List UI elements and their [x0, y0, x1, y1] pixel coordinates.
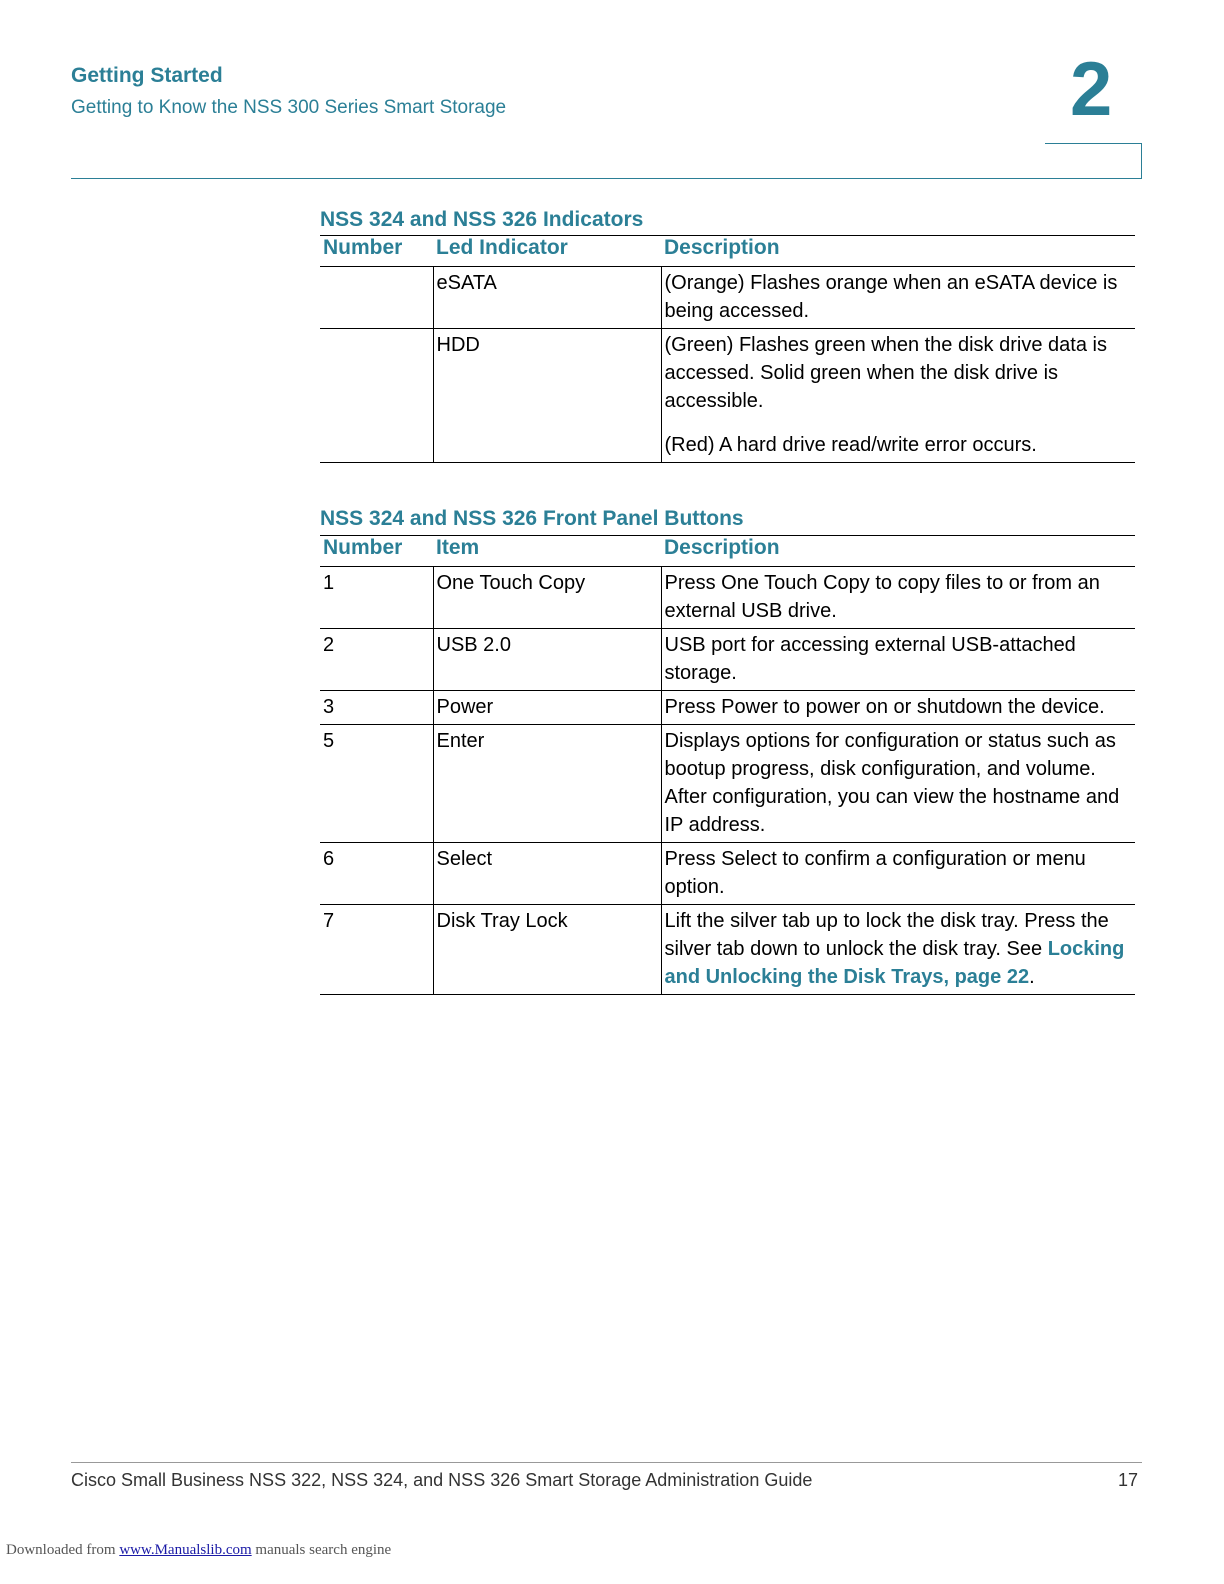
row-number: 6: [320, 843, 433, 905]
footer-divider: [71, 1462, 1142, 1463]
row-item: Disk Tray Lock: [433, 905, 661, 995]
cross-reference-link[interactable]: Locking and Unlocking the Disk Trays, page 22: [664, 938, 1125, 988]
row-number: 5: [320, 725, 433, 843]
buttons-table-title: NSS 324 and NSS 326 Front Panel Buttons: [320, 507, 744, 530]
table-row: [320, 691, 1135, 725]
page-number: 17: [1118, 1470, 1139, 1490]
chapter-tab-box: [1045, 143, 1142, 179]
chapter-title: Getting Started: [71, 64, 223, 87]
footer-guide-title: Cisco Small Business NSS 322, NSS 324, and NSS 326 Smart Storage Administration Guide: [71, 1470, 813, 1490]
table-row: [320, 329, 1135, 463]
manualslib-link[interactable]: www.Manualslib.com: [119, 1542, 252, 1558]
row-description: Press Power to power on or shutdown the device.: [661, 691, 1135, 725]
column-header-number: Number: [320, 536, 433, 567]
column-header-item: Item: [433, 536, 661, 567]
chapter-number: 2: [1070, 47, 1113, 132]
source-line: [6, 1542, 391, 1559]
row-item: HDD: [433, 329, 661, 463]
row-item: Power: [433, 691, 661, 725]
row-description: Press Select to confirm a configuration or menu option.: [661, 843, 1135, 905]
row-description-cell: [661, 329, 1135, 463]
row-number: 2: [320, 629, 433, 691]
row-item: eSATA: [433, 267, 661, 329]
row-number: [320, 267, 433, 329]
indicators-table: [320, 235, 1135, 463]
row-item: Select: [433, 843, 661, 905]
buttons-table: [320, 535, 1135, 995]
indicators-table-title: NSS 324 and NSS 326 Indicators: [320, 208, 644, 231]
column-header-description: Description: [661, 536, 1135, 567]
row-description: Displays options for configuration or status such as bootup progress, disk configuration, and volume. After configuration, you can view the hostname and IP address.: [661, 725, 1135, 843]
row-description-cell: [661, 905, 1135, 995]
row-number: 7: [320, 905, 433, 995]
row-number: 1: [320, 567, 433, 629]
row-item: Enter: [433, 725, 661, 843]
source-prefix: Downloaded from: [6, 1542, 120, 1558]
row-number: [320, 329, 433, 463]
see-prefix: See: [1006, 938, 1048, 960]
row-description-note: (Red) A hard drive read/write error occurs.: [664, 434, 1037, 456]
table-row: [320, 567, 1135, 629]
table-row: [320, 843, 1135, 905]
row-description: Press One Touch Copy to copy files to or from an external USB drive.: [661, 567, 1135, 629]
row-description: USB port for accessing external USB-attached storage.: [661, 629, 1135, 691]
row-number: 3: [320, 691, 433, 725]
column-header-description: Description: [661, 236, 1135, 267]
column-header-number: Number: [320, 236, 433, 267]
see-suffix: .: [1029, 966, 1035, 988]
row-description: (Orange) Flashes orange when an eSATA device is being accessed.: [661, 267, 1135, 329]
row-description: Lift the silver tab up to lock the disk tray. Press the silver tab down to unlock the disk tray.: [664, 910, 1109, 960]
column-header-led-indicator: Led Indicator: [433, 236, 661, 267]
header-divider: [71, 178, 1142, 179]
table-row: [320, 629, 1135, 691]
source-suffix: manuals search engine: [251, 1542, 392, 1558]
row-description: (Green) Flashes green when the disk drive data is accessed. Solid green when the disk drive is accessible.: [664, 334, 1107, 412]
table-row: [320, 267, 1135, 329]
row-item: One Touch Copy: [433, 567, 661, 629]
table-row: [320, 725, 1135, 843]
row-item: USB 2.0: [433, 629, 661, 691]
section-title: Getting to Know the NSS 300 Series Smart Storage: [71, 97, 507, 118]
table-row: [320, 905, 1135, 995]
